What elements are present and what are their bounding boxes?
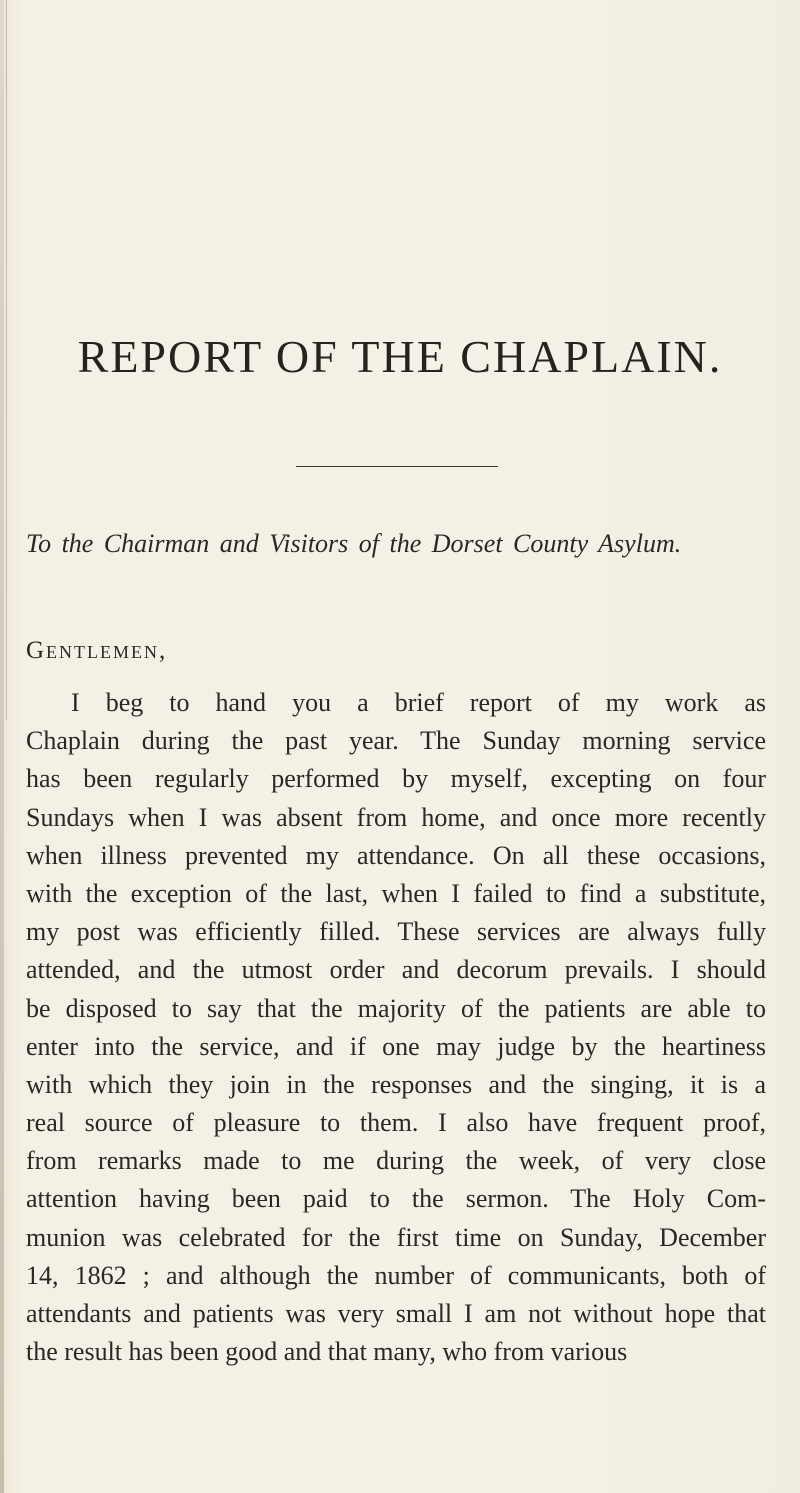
text-line: when illness prevented my attendance. On all these occasions,: [26, 840, 766, 870]
text-line: my post was efficiently filled. These services are always fully: [26, 917, 766, 947]
title-rule: [296, 466, 498, 467]
text-line: the result has been good and that many, who from various: [26, 1337, 628, 1367]
body-paragraph: [26, 684, 766, 1371]
salutation: Gentlemen,: [26, 637, 168, 664]
text-line: from remarks made to me during the week, of very close: [26, 1146, 766, 1176]
address-line: To the Chairman and Visitors of the Dorset County Asylum.: [26, 529, 682, 558]
text-line: attendants and patients was very small I am not without hope that: [26, 1299, 766, 1328]
text-line: munion was celebrated for the first time on Sunday, December: [26, 1222, 766, 1252]
report-title: REPORT OF THE CHAPLAIN.: [77, 331, 723, 382]
text-line: Chaplain during the past year. The Sunday morning service: [26, 726, 766, 756]
text-line: I beg to hand you a brief report of my work as: [71, 688, 766, 717]
text-line: enter into the service, and if one may judge by the heartiness: [26, 1031, 766, 1061]
text-line: attention having been paid to the sermon. The Holy Com-: [26, 1184, 766, 1214]
text-line: real source of pleasure to them. I also have frequent proof,: [26, 1108, 766, 1138]
text-line: Sundays when I was absent from home, and once more recently: [26, 802, 766, 832]
text-line: with the exception of the last, when I failed to find a substitute,: [26, 878, 766, 908]
text-line: with which they join in the responses and the singing, it is a: [26, 1069, 766, 1099]
text-line: has been regularly performed by myself, excepting on four: [26, 764, 766, 794]
text-line: attended, and the utmost order and decorum prevails. I should: [26, 955, 766, 985]
text-line: be disposed to say that the majority of the patients are able to: [26, 993, 766, 1023]
text-line: 14, 1862 ; and although the number of communicants, both of: [26, 1260, 766, 1290]
page-binding-edge: [0, 0, 4, 1493]
